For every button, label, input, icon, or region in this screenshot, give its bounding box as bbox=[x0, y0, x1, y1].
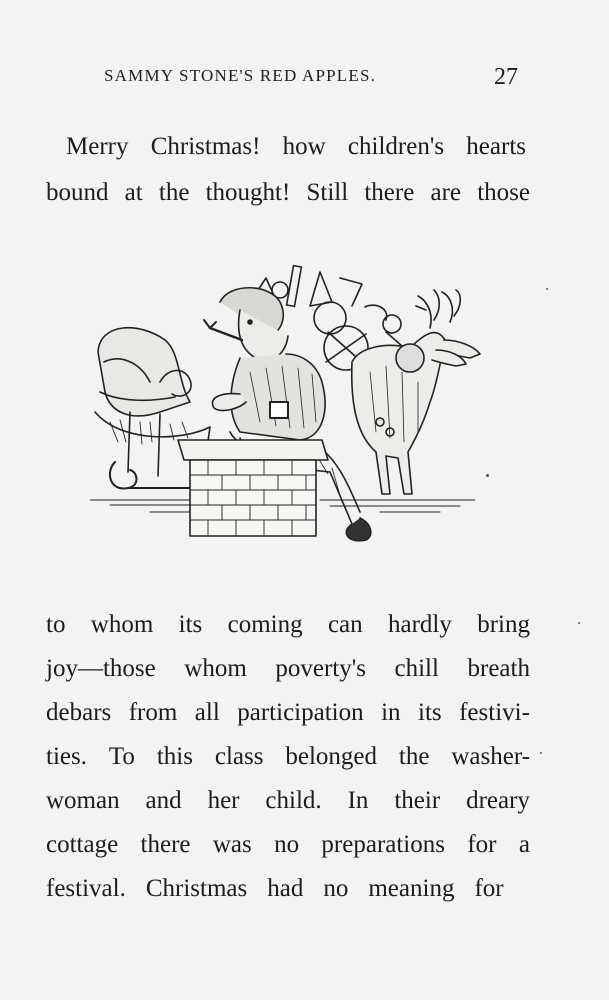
word: was bbox=[212, 831, 252, 858]
word: and bbox=[145, 787, 182, 814]
word: no bbox=[323, 875, 349, 902]
word: bring bbox=[477, 611, 530, 638]
text-line bbox=[46, 612, 530, 637]
ink-speck bbox=[578, 622, 580, 624]
word: all bbox=[194, 699, 220, 726]
word: cottage bbox=[46, 831, 119, 858]
word: festivi- bbox=[459, 699, 530, 726]
ink-speck bbox=[540, 752, 542, 754]
word: its bbox=[418, 699, 442, 726]
word: participation bbox=[237, 699, 364, 726]
word: hearts bbox=[466, 133, 526, 160]
word: its bbox=[178, 611, 203, 638]
word: in bbox=[381, 699, 401, 726]
word: In bbox=[347, 787, 369, 814]
text-line bbox=[46, 876, 530, 901]
word: woman bbox=[46, 787, 120, 814]
word: for bbox=[467, 831, 497, 858]
word: festival. bbox=[46, 875, 126, 902]
reindeer bbox=[352, 290, 480, 494]
text-line bbox=[46, 744, 530, 769]
word: breath bbox=[467, 655, 530, 682]
word: whom bbox=[90, 611, 154, 638]
word: how bbox=[282, 133, 326, 160]
word: coming bbox=[227, 611, 303, 638]
page-number: 27 bbox=[494, 64, 518, 90]
word: ties. bbox=[46, 743, 87, 770]
word: To bbox=[108, 743, 135, 770]
word: bound bbox=[46, 179, 109, 206]
word: joy—those bbox=[46, 655, 156, 682]
word: washer- bbox=[451, 743, 530, 770]
word: are bbox=[430, 179, 462, 206]
text-line bbox=[46, 700, 530, 725]
running-title: SAMMY STONE'S RED APPLES. bbox=[104, 66, 377, 85]
word: thought! bbox=[205, 179, 291, 206]
text-line bbox=[46, 832, 530, 857]
word: children's bbox=[347, 133, 445, 160]
word: Christmas! bbox=[150, 133, 261, 160]
word: at bbox=[124, 179, 143, 206]
word: no bbox=[274, 831, 300, 858]
word: her bbox=[207, 787, 240, 814]
word: meaning bbox=[368, 875, 455, 902]
word: there bbox=[140, 831, 191, 858]
ink-speck bbox=[486, 474, 489, 477]
word: the bbox=[158, 179, 190, 206]
word: those bbox=[477, 179, 530, 206]
word: class bbox=[214, 743, 264, 770]
word: can bbox=[327, 611, 363, 638]
word: preparations bbox=[321, 831, 445, 858]
word: hardly bbox=[388, 611, 452, 638]
word: poverty's bbox=[275, 655, 366, 682]
word: Christmas bbox=[145, 875, 248, 902]
word: debars bbox=[46, 699, 112, 726]
word: chill bbox=[394, 655, 439, 682]
text-line bbox=[46, 788, 530, 813]
text-line bbox=[46, 656, 530, 681]
word: the bbox=[398, 743, 430, 770]
word: from bbox=[128, 699, 178, 726]
santa-chimney-illustration bbox=[90, 262, 490, 562]
word: had bbox=[267, 875, 304, 902]
word: Merry bbox=[66, 133, 129, 160]
word: whom bbox=[184, 655, 247, 682]
word: to bbox=[46, 611, 66, 638]
word: Still bbox=[306, 179, 349, 206]
word: for bbox=[474, 875, 504, 902]
word: child. bbox=[265, 787, 322, 814]
word: a bbox=[518, 831, 530, 858]
brick-chimney bbox=[178, 440, 328, 536]
text-line bbox=[46, 180, 530, 205]
word: dreary bbox=[466, 787, 530, 814]
word: their bbox=[394, 787, 441, 814]
text-line bbox=[66, 134, 526, 159]
ink-speck bbox=[546, 288, 548, 290]
word: belonged bbox=[285, 743, 377, 770]
word: this bbox=[156, 743, 193, 770]
word: there bbox=[364, 179, 415, 206]
